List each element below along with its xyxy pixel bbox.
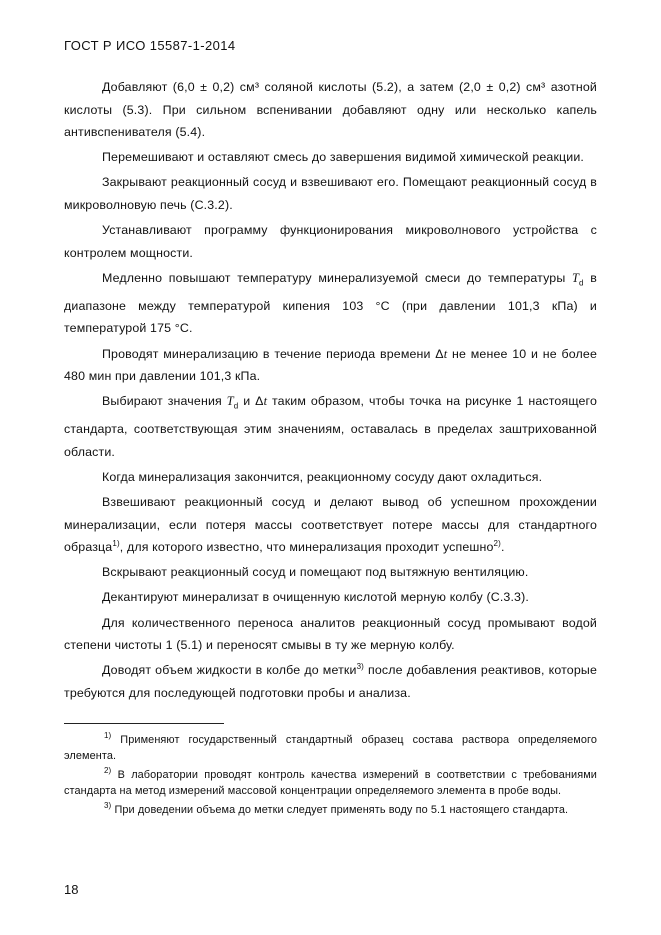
footnote-2: $^{2)}$ В лаборатории проводят контроль качества измерений в соответствии с требованиями стандарта на метод измерений массовой концентрации определяемого элемента в пробе воды. <box>64 766 597 797</box>
paragraph-close-vessel: Закрывают реакционный сосуд и взвешивают его. Помещают реакционный сосуд в микроволновую печь (С.3.2). <box>64 175 597 212</box>
paragraph-temperature: Медленно повышают температуру минерализуемой смеси до температуры $T_d$ в диапазоне между температурой кипения 103 °C (при давлении 101,3 кПа) и температурой 175 °C. <box>64 270 597 336</box>
footnote-ref-3: 3) <box>356 662 364 672</box>
footnote-ref-1: 1) <box>112 539 120 549</box>
paragraph-select-values: Выбирают значения $T_d$ и Δt таким образом, чтобы точка на рисунке 1 настоящего стандарта, соответствующая этим значениям, оставалась в пределах заштрихованной области. <box>64 394 597 459</box>
footnotes <box>64 733 597 823</box>
body-text <box>64 76 597 707</box>
paragraph-weigh: Взвешивают реакционный сосуд и делают вывод об успешном прохождении минерализации, если потеря массы соответствует потере массы для стандартного образца$^{1)}$, для которого известно, что минерализация проходит успешно$^{2)}$. <box>64 495 597 555</box>
footnote-ref-2: 2) <box>493 539 501 549</box>
page-header-standard-id: ГОСТ Р ИСО 15587-1-2014 <box>64 38 236 53</box>
footnote-1: $^{1)}$ Применяют государственный стандартный образец состава раствора определяемого элемента. <box>64 731 597 762</box>
paragraph-volume: Доводят объем жидкости в колбе до метки$^{3)}$ после добавления реактивов, которые требуются для последующей подготовки пробы и анализа. <box>64 662 597 700</box>
paragraph-program: Устанавливают программу функционирования микроволнового устройства с контролем мощности. <box>64 223 597 260</box>
paragraph-cool: Когда минерализация закончится, реакционному сосуду дают охладиться. <box>102 469 543 484</box>
page-number: 18 <box>64 882 79 897</box>
footnote-separator <box>64 723 224 724</box>
paragraph-duration: Проводят минерализацию в течение периода времени Δt не менее 10 и не более 480 мин при давлении 101,3 кПа. <box>64 346 597 384</box>
footnote-3: $^{3)}$ При доведении объема до метки следует применять воду по 5.1 настоящего стандарта. <box>104 801 569 817</box>
paragraph-mix: Перемешивают и оставляют смесь до завершения видимой химической реакции. <box>102 150 584 165</box>
paragraph-open-vessel: Вскрывают реакционный сосуд и помещают под вытяжную вентиляцию. <box>102 565 529 580</box>
paragraph-decant: Декантируют минерализат в очищенную кислотой мерную колбу (С.3.3). <box>102 590 529 605</box>
paragraph-transfer: Для количественного переноса аналитов реакционный сосуд промывают водой степени чистоты 1 (5.1) и переносят смывы в ту же мерную колбу. <box>64 615 597 653</box>
paragraph-acids: Добавляют (6,0 ± 0,2) см³ соляной кислоты (5.2), а затем (2,0 ± 0,2) см³ азотной кислоты (5.3). При сильном вспенивании добавляют одну или несколько капель антивспенивателя (5.4). <box>64 80 597 140</box>
